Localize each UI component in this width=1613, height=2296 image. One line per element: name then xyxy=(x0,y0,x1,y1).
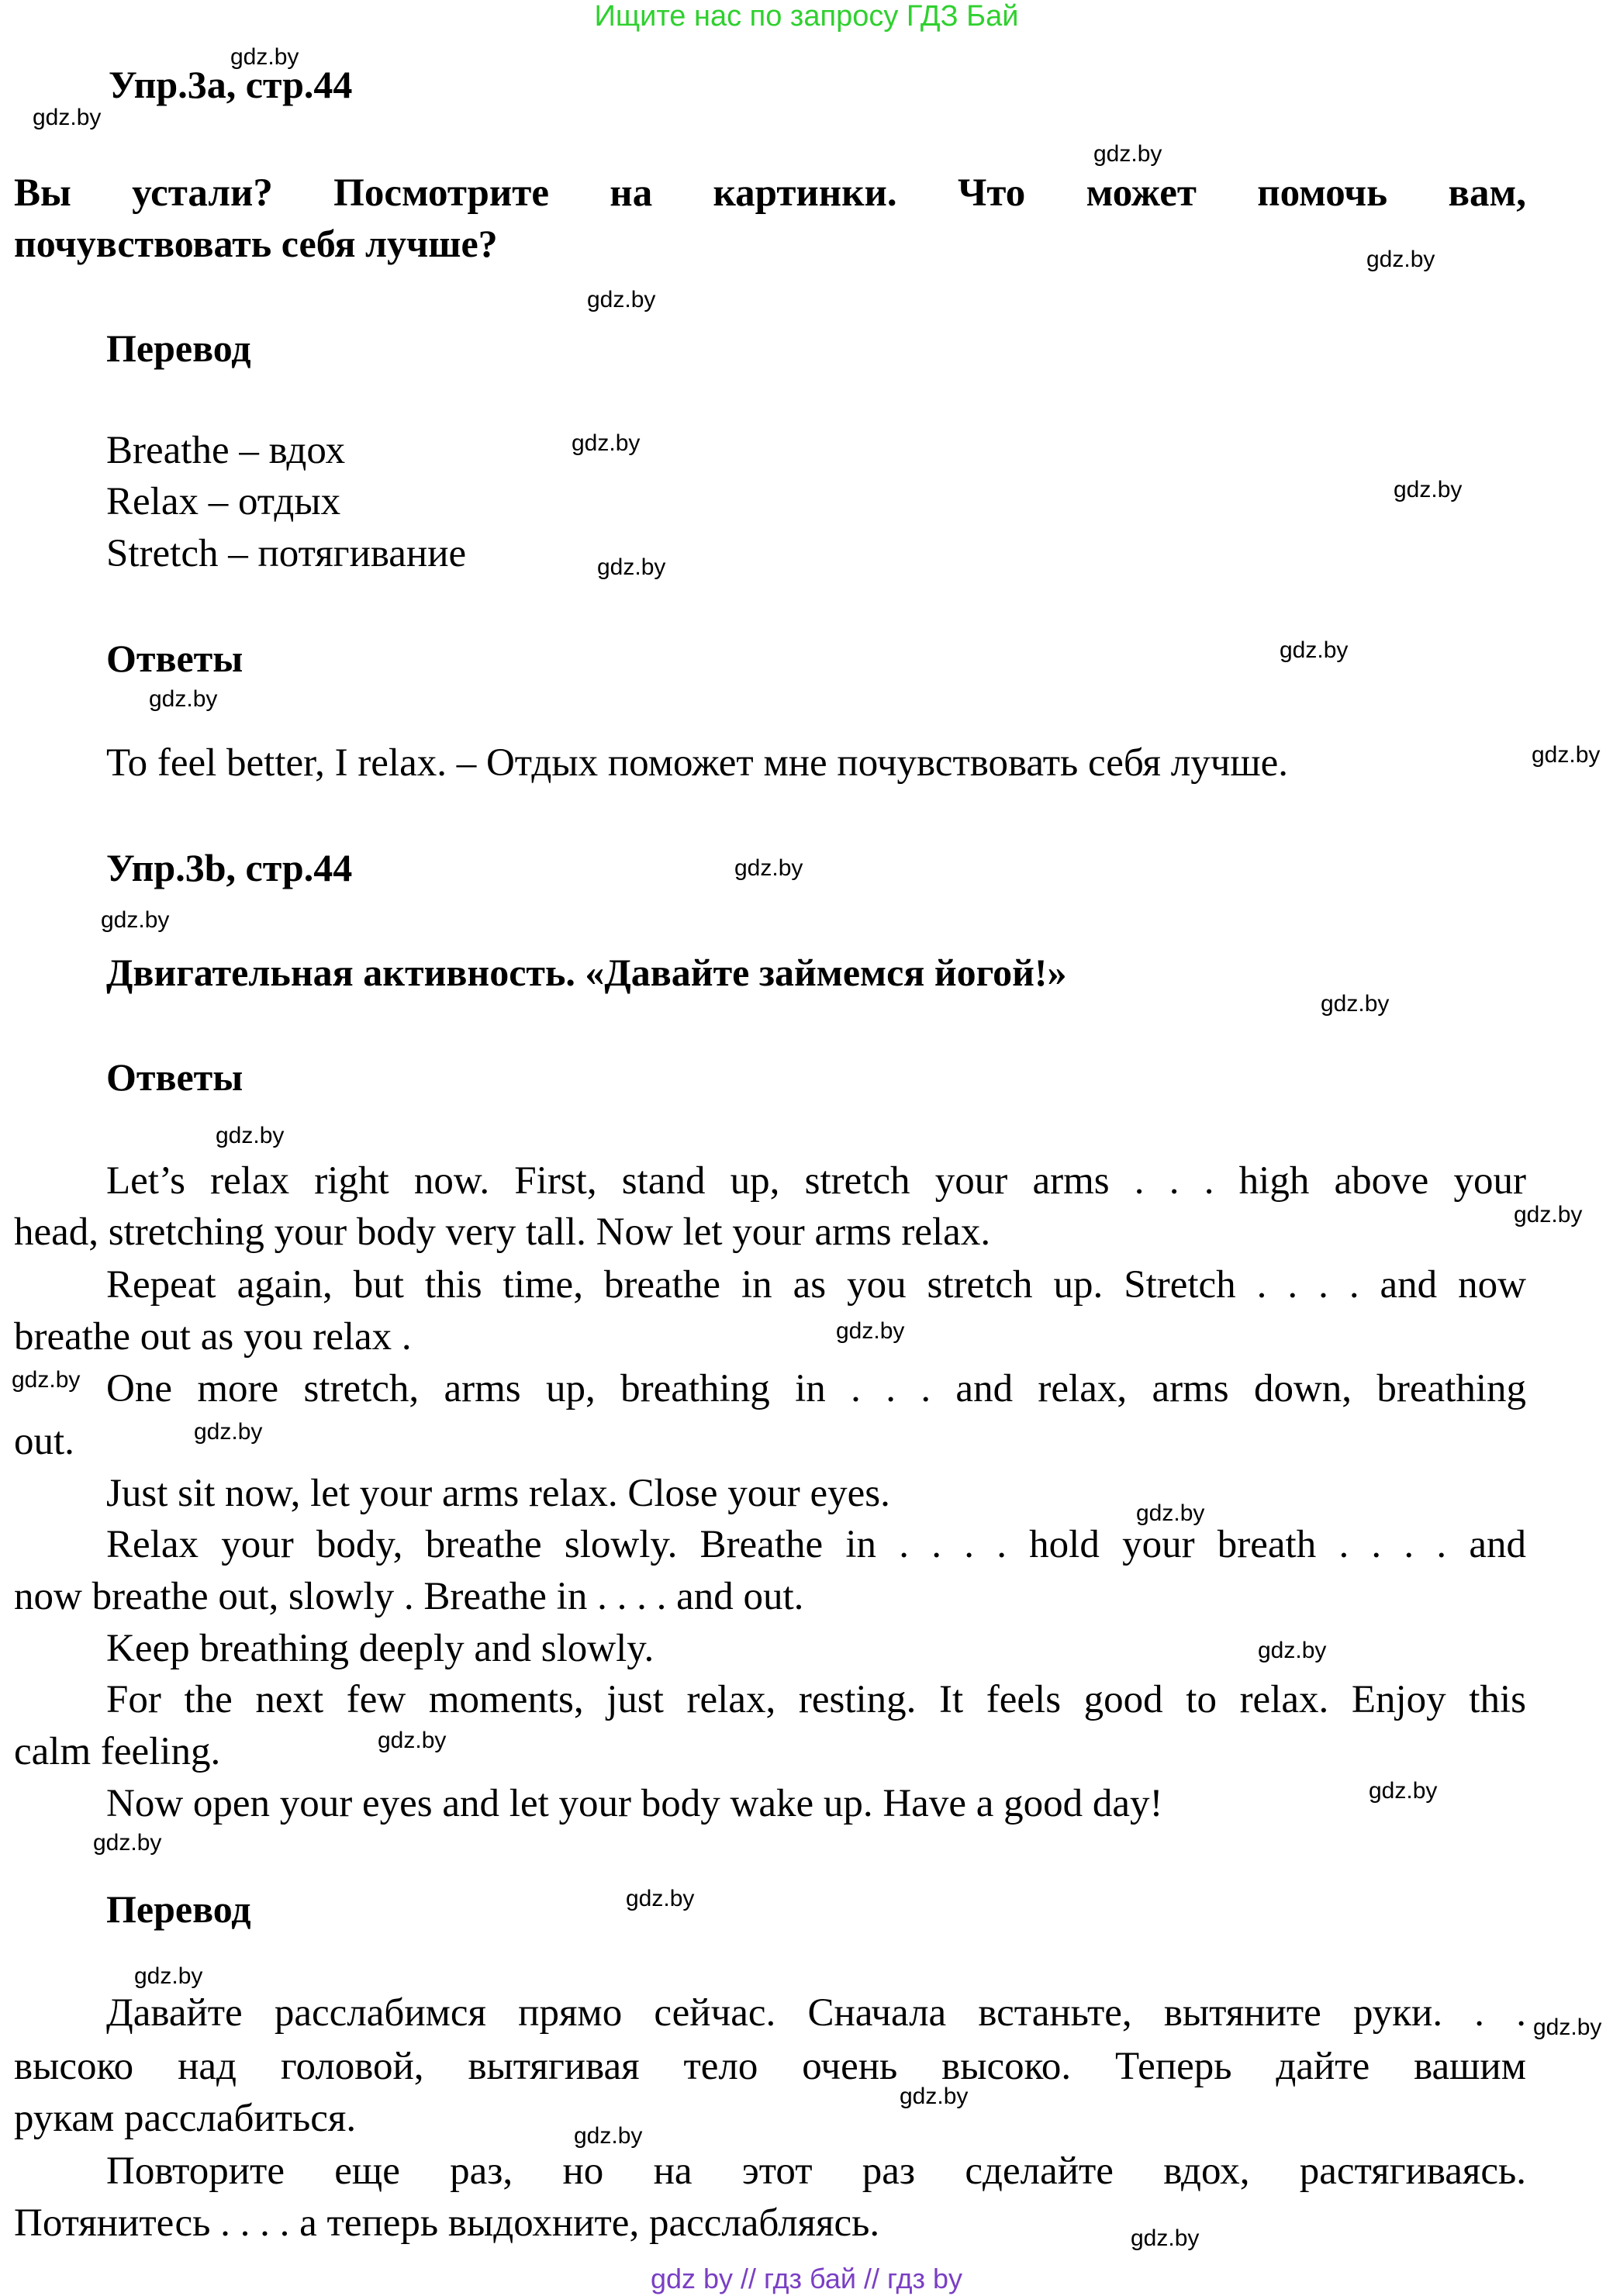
bottom-banner: gdz by // гдз бай // гдз by xyxy=(650,2263,963,2294)
watermark: gdz.by xyxy=(1321,991,1390,1017)
watermark: gdz.by xyxy=(836,1318,905,1344)
watermark: gdz.by xyxy=(1280,637,1349,663)
watermark: gdz.by xyxy=(597,554,666,580)
english-line: Keep breathing deeply and slowly. xyxy=(106,1627,655,1670)
watermark: gdz.by xyxy=(378,1728,447,1753)
exercise-3b-answers-heading: Ответы xyxy=(106,1055,244,1099)
english-line: Repeat again, but this time, breathe in as you stretch up. Stretch . . . . and now xyxy=(106,1263,1526,1307)
top-banner: Ищите нас по запросу ГДЗ Бай xyxy=(594,0,1019,33)
watermark: gdz.by xyxy=(12,1367,81,1393)
watermark: gdz.by xyxy=(1533,2015,1602,2040)
watermark: gdz.by xyxy=(900,2084,969,2109)
vocab-item: Stretch – потягивание xyxy=(106,532,467,575)
english-line: Just sit now, let your arms relax. Close your eyes. xyxy=(106,1472,890,1515)
russian-line: Повторите еще раз, но на этот раз сделайте вдох, растягиваясь. xyxy=(106,2149,1526,2193)
exercise-3b-title: Упр.3b, стр.44 xyxy=(106,846,353,889)
exercise-3a-title: Упр.3a, стр.44 xyxy=(109,63,353,106)
watermark: gdz.by xyxy=(230,44,299,70)
watermark: gdz.by xyxy=(149,686,218,712)
watermark: gdz.by xyxy=(572,430,641,456)
watermark: gdz.by xyxy=(93,1830,162,1856)
english-line: calm feeling. xyxy=(14,1730,221,1773)
russian-line: рукам расслабиться. xyxy=(14,2097,357,2140)
watermark: gdz.by xyxy=(587,287,656,312)
watermark: gdz.by xyxy=(101,907,170,933)
english-line: Let’s relax right now. First, stand up, stretch your arms . . . high above your xyxy=(106,1159,1526,1203)
watermark: gdz.by xyxy=(1093,141,1162,167)
watermark: gdz.by xyxy=(1131,2225,1200,2251)
exercise-3a-task-line-2: почувствовать себя лучше? xyxy=(14,222,498,265)
watermark: gdz.by xyxy=(626,1886,695,1911)
watermark: gdz.by xyxy=(1532,742,1601,768)
english-line: head, stretching your body very tall. Now let your arms relax. xyxy=(14,1210,991,1254)
english-line: Now open your eyes and let your body wake up. Have a good day! xyxy=(106,1782,1163,1825)
exercise-3a-translation-heading: Перевод xyxy=(106,326,251,370)
watermark: gdz.by xyxy=(194,1419,263,1445)
exercise-3a-answers-heading: Ответы xyxy=(106,637,244,680)
watermark: gdz.by xyxy=(216,1123,285,1148)
russian-line: высоко над головой, вытягивая тело очень высоко. Теперь дайте вашим xyxy=(14,2045,1526,2088)
english-line: out. xyxy=(14,1420,74,1463)
english-line: now breathe out, slowly . Breathe in . . . . and out. xyxy=(14,1575,804,1618)
watermark: gdz.by xyxy=(1258,1638,1327,1663)
watermark: gdz.by xyxy=(33,105,102,130)
watermark: gdz.by xyxy=(1514,1202,1583,1227)
russian-line: Давайте расслабимся прямо сейчас. Сначала встаньте, вытяните руки. . . xyxy=(106,1991,1526,2035)
english-line: breathe out as you relax . xyxy=(14,1315,412,1359)
vocab-item: Relax – отдых xyxy=(106,480,341,523)
english-line: For the next few moments, just relax, resting. It feels good to relax. Enjoy this xyxy=(106,1678,1526,1721)
watermark: gdz.by xyxy=(1369,1778,1438,1804)
vocab-item: Breathe – вдох xyxy=(106,429,346,472)
english-line: Relax your body, breathe slowly. Breathe in . . . . hold your breath . . . . and xyxy=(106,1523,1526,1566)
watermark: gdz.by xyxy=(134,1963,203,1989)
watermark: gdz.by xyxy=(574,2123,643,2149)
english-line: One more stretch, arms up, breathing in . . . and relax, arms down, breathing xyxy=(106,1367,1526,1410)
watermark: gdz.by xyxy=(1366,247,1435,272)
exercise-3b-translation-heading: Перевод xyxy=(106,1887,251,1931)
watermark: gdz.by xyxy=(1394,477,1463,502)
russian-line: Потянитесь . . . . а теперь выдохните, расслабляясь. xyxy=(14,2201,880,2245)
exercise-3a-task-line-1: Вы устали? Посмотрите на картинки. Что может помочь вам, xyxy=(14,171,1526,215)
watermark: gdz.by xyxy=(1136,1500,1205,1526)
watermark: gdz.by xyxy=(734,855,803,881)
exercise-3b-task: Двигательная активность. «Давайте займемся йогой!» xyxy=(106,951,1067,994)
exercise-3a-answer: To feel better, I relax. – Отдых поможет мне почувствовать себя лучше. xyxy=(106,741,1289,785)
